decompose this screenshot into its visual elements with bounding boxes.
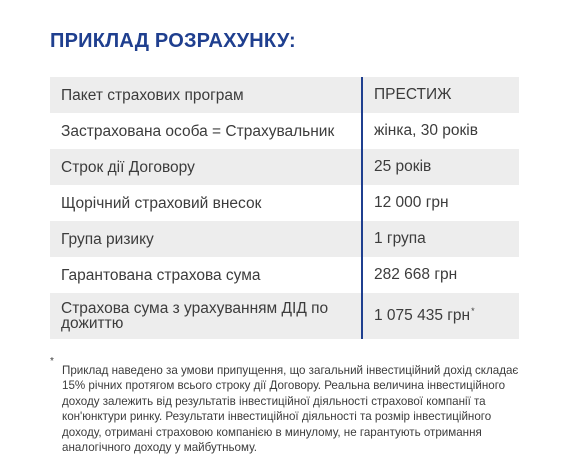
table-row <box>50 113 519 149</box>
row-label-package: Пакет страхових програм <box>61 86 244 104</box>
row-label-annual-premium: Щорічний страховий внесок <box>61 194 262 212</box>
calculation-table <box>50 77 519 339</box>
row-value-insured-person: жінка, 30 років <box>374 122 478 139</box>
row-label-guaranteed-sum: Гарантована страхова сума <box>61 266 261 284</box>
table-row <box>50 185 519 221</box>
row-value-risk-group: 1 група <box>374 230 426 247</box>
sum-with-income-amount: 1 075 435 грн <box>374 307 471 325</box>
footnote-marker: * <box>50 356 54 367</box>
table-row <box>50 221 519 257</box>
table-row <box>50 77 519 113</box>
page-title: ПРИКЛАД РОЗРАХУНКУ: <box>50 30 296 52</box>
row-value-guaranteed-sum: 282 668 грн <box>374 266 458 283</box>
table-row <box>50 149 519 185</box>
table-row <box>50 257 519 293</box>
row-value-sum-with-income <box>363 306 519 325</box>
row-value-package: ПРЕСТИЖ <box>374 86 452 103</box>
footnote-text: Приклад наведено за умови припущення, що загальний інвестиційний дохід складає 15% річних протягом всього строку дії Договору. Реальна величина інвестиційного доходу залежить від результатів інвестиційної діяльності страхової компанії та кон'юнктури ринку. Результати інвестиційної діяльності та розмір інвестиційного доходу, отримані страховою компанією в минулому, не гарантують отримання аналогічного доходу у майбутньому. <box>62 364 519 455</box>
row-label-insured-person: Застрахована особа = Страхувальник <box>61 122 335 140</box>
table-row <box>50 293 519 339</box>
footnote-reference: * <box>471 306 475 317</box>
row-label-contract-term: Строк дії Договору <box>61 158 195 176</box>
row-value-contract-term: 25 років <box>374 158 432 175</box>
row-label-risk-group: Група ризику <box>61 230 154 248</box>
row-label-sum-with-income: Страхова сума з урахуванням ДІД по дожиттю <box>61 300 329 332</box>
row-value-annual-premium: 12 000 грн <box>374 194 449 211</box>
